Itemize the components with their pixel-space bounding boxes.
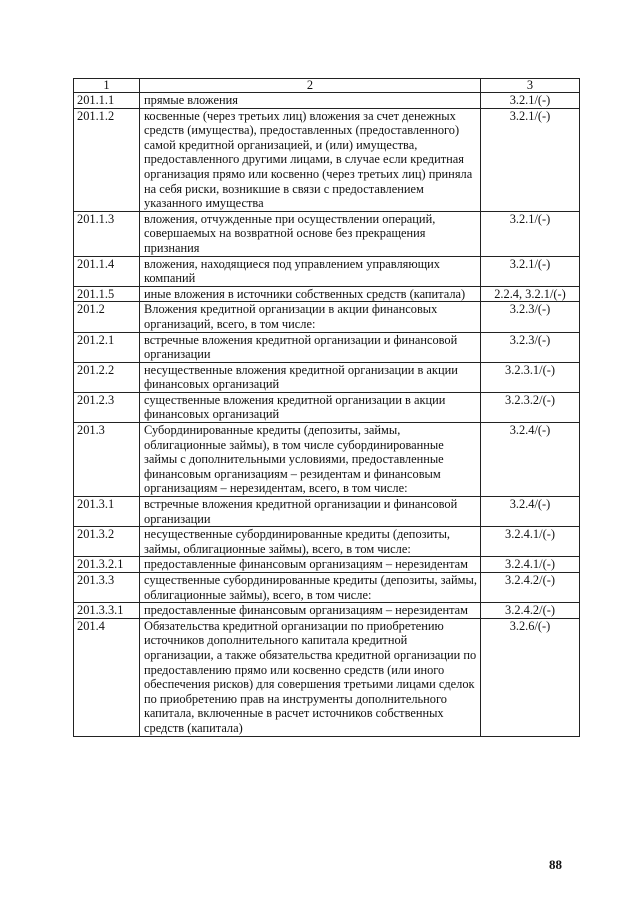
row-description: Вложения кредитной организации в акции финансовых организаций, всего, в том числе:	[140, 302, 481, 332]
table-row	[74, 497, 580, 527]
table-row	[74, 93, 580, 109]
table-row	[74, 573, 580, 603]
row-code: 201.2.1	[74, 332, 140, 362]
row-reference: 3.2.1/(-)	[481, 93, 580, 109]
table-header-row	[74, 79, 580, 93]
row-description: прямые вложения	[140, 93, 481, 109]
row-code: 201.2.3	[74, 392, 140, 422]
row-code: 201.3.2.1	[74, 557, 140, 573]
row-description: существенные вложения кредитной организации в акции финансовых организаций	[140, 392, 481, 422]
row-reference: 3.2.3/(-)	[481, 302, 580, 332]
row-code: 201.1.2	[74, 108, 140, 211]
row-description: Субординированные кредиты (депозиты, займы, облигационные займы), в том числе субординированные займы с дополнительными условиями, предоставленные финансовым организациям – резидентам и финансовым организациям – нерезидентам, всего, в том числе:	[140, 423, 481, 497]
row-description: несущественные вложения кредитной организации в акции финансовых организаций	[140, 362, 481, 392]
row-reference: 3.2.3.2/(-)	[481, 392, 580, 422]
table-row	[74, 332, 580, 362]
row-reference: 3.2.1/(-)	[481, 256, 580, 286]
row-description: предоставленные финансовым организациям – нерезидентам	[140, 557, 481, 573]
row-description: встречные вложения кредитной организации и финансовой организации	[140, 497, 481, 527]
row-reference: 3.2.4/(-)	[481, 497, 580, 527]
table-row	[74, 423, 580, 497]
row-code: 201.2	[74, 302, 140, 332]
table-body	[74, 93, 580, 737]
row-code: 201.3	[74, 423, 140, 497]
row-description: несущественные субординированные кредиты (депозиты, займы, облигационные займы), всего, в том числе:	[140, 527, 481, 557]
row-description: вложения, отчужденные при осуществлении операций, совершаемых на возвратной основе без прекращения признания	[140, 211, 481, 256]
table-row	[74, 527, 580, 557]
row-code: 201.1.3	[74, 211, 140, 256]
row-description: косвенные (через третьих лиц) вложения за счет денежных средств (имущества), предоставленных (предоставленного) самой кредитной организацией, и (или) имущества, предоставленного другими лицами, в случае если кредитная организация прямо или косвенно (через третьих лиц) приняла на себя риски, возникшие в связи с предоставлением указанного имущества	[140, 108, 481, 211]
table-row	[74, 618, 580, 736]
page-number: 88	[549, 857, 562, 872]
row-code: 201.3.1	[74, 497, 140, 527]
row-reference: 3.2.1/(-)	[481, 108, 580, 211]
header-col-1: 1	[74, 79, 140, 93]
row-description: предоставленные финансовым организациям – нерезидентам	[140, 603, 481, 619]
table-row	[74, 392, 580, 422]
table-row	[74, 108, 580, 211]
row-code: 201.3.2	[74, 527, 140, 557]
row-code: 201.1.4	[74, 256, 140, 286]
row-reference: 2.2.4, 3.2.1/(-)	[481, 286, 580, 302]
row-reference: 3.2.1/(-)	[481, 211, 580, 256]
table-row	[74, 256, 580, 286]
table-row	[74, 603, 580, 619]
table-row	[74, 286, 580, 302]
row-reference: 3.2.4.1/(-)	[481, 557, 580, 573]
row-description: существенные субординированные кредиты (депозиты, займы, облигационные займы), всего, в том числе:	[140, 573, 481, 603]
row-reference: 3.2.4.2/(-)	[481, 603, 580, 619]
row-code: 201.1.1	[74, 93, 140, 109]
row-reference: 3.2.4.1/(-)	[481, 527, 580, 557]
row-reference: 3.2.3/(-)	[481, 332, 580, 362]
data-table	[73, 78, 580, 737]
row-reference: 3.2.4.2/(-)	[481, 573, 580, 603]
table-row	[74, 302, 580, 332]
table-row	[74, 362, 580, 392]
row-reference: 3.2.6/(-)	[481, 618, 580, 736]
row-description: вложения, находящиеся под управлением управляющих компаний	[140, 256, 481, 286]
table-row	[74, 211, 580, 256]
row-code: 201.1.5	[74, 286, 140, 302]
table-row	[74, 557, 580, 573]
row-code: 201.2.2	[74, 362, 140, 392]
row-description: иные вложения в источники собственных средств (капитала)	[140, 286, 481, 302]
row-reference: 3.2.4/(-)	[481, 423, 580, 497]
header-col-2: 2	[140, 79, 481, 93]
row-description: Обязательства кредитной организации по приобретению источников дополнительного капитала кредитной организации, а также обязательства кредитной организации по предоставлению прямо или косвенно средств (или иного обеспечения рисков) для совершения третьими лицами сделок по приобретению прав на инструменты дополнительного капитала, включенные в расчет источников собственных средств (капитала)	[140, 618, 481, 736]
header-col-3: 3	[481, 79, 580, 93]
row-code: 201.3.3	[74, 573, 140, 603]
row-code: 201.3.3.1	[74, 603, 140, 619]
row-reference: 3.2.3.1/(-)	[481, 362, 580, 392]
row-description: встречные вложения кредитной организации и финансовой организации	[140, 332, 481, 362]
row-code: 201.4	[74, 618, 140, 736]
